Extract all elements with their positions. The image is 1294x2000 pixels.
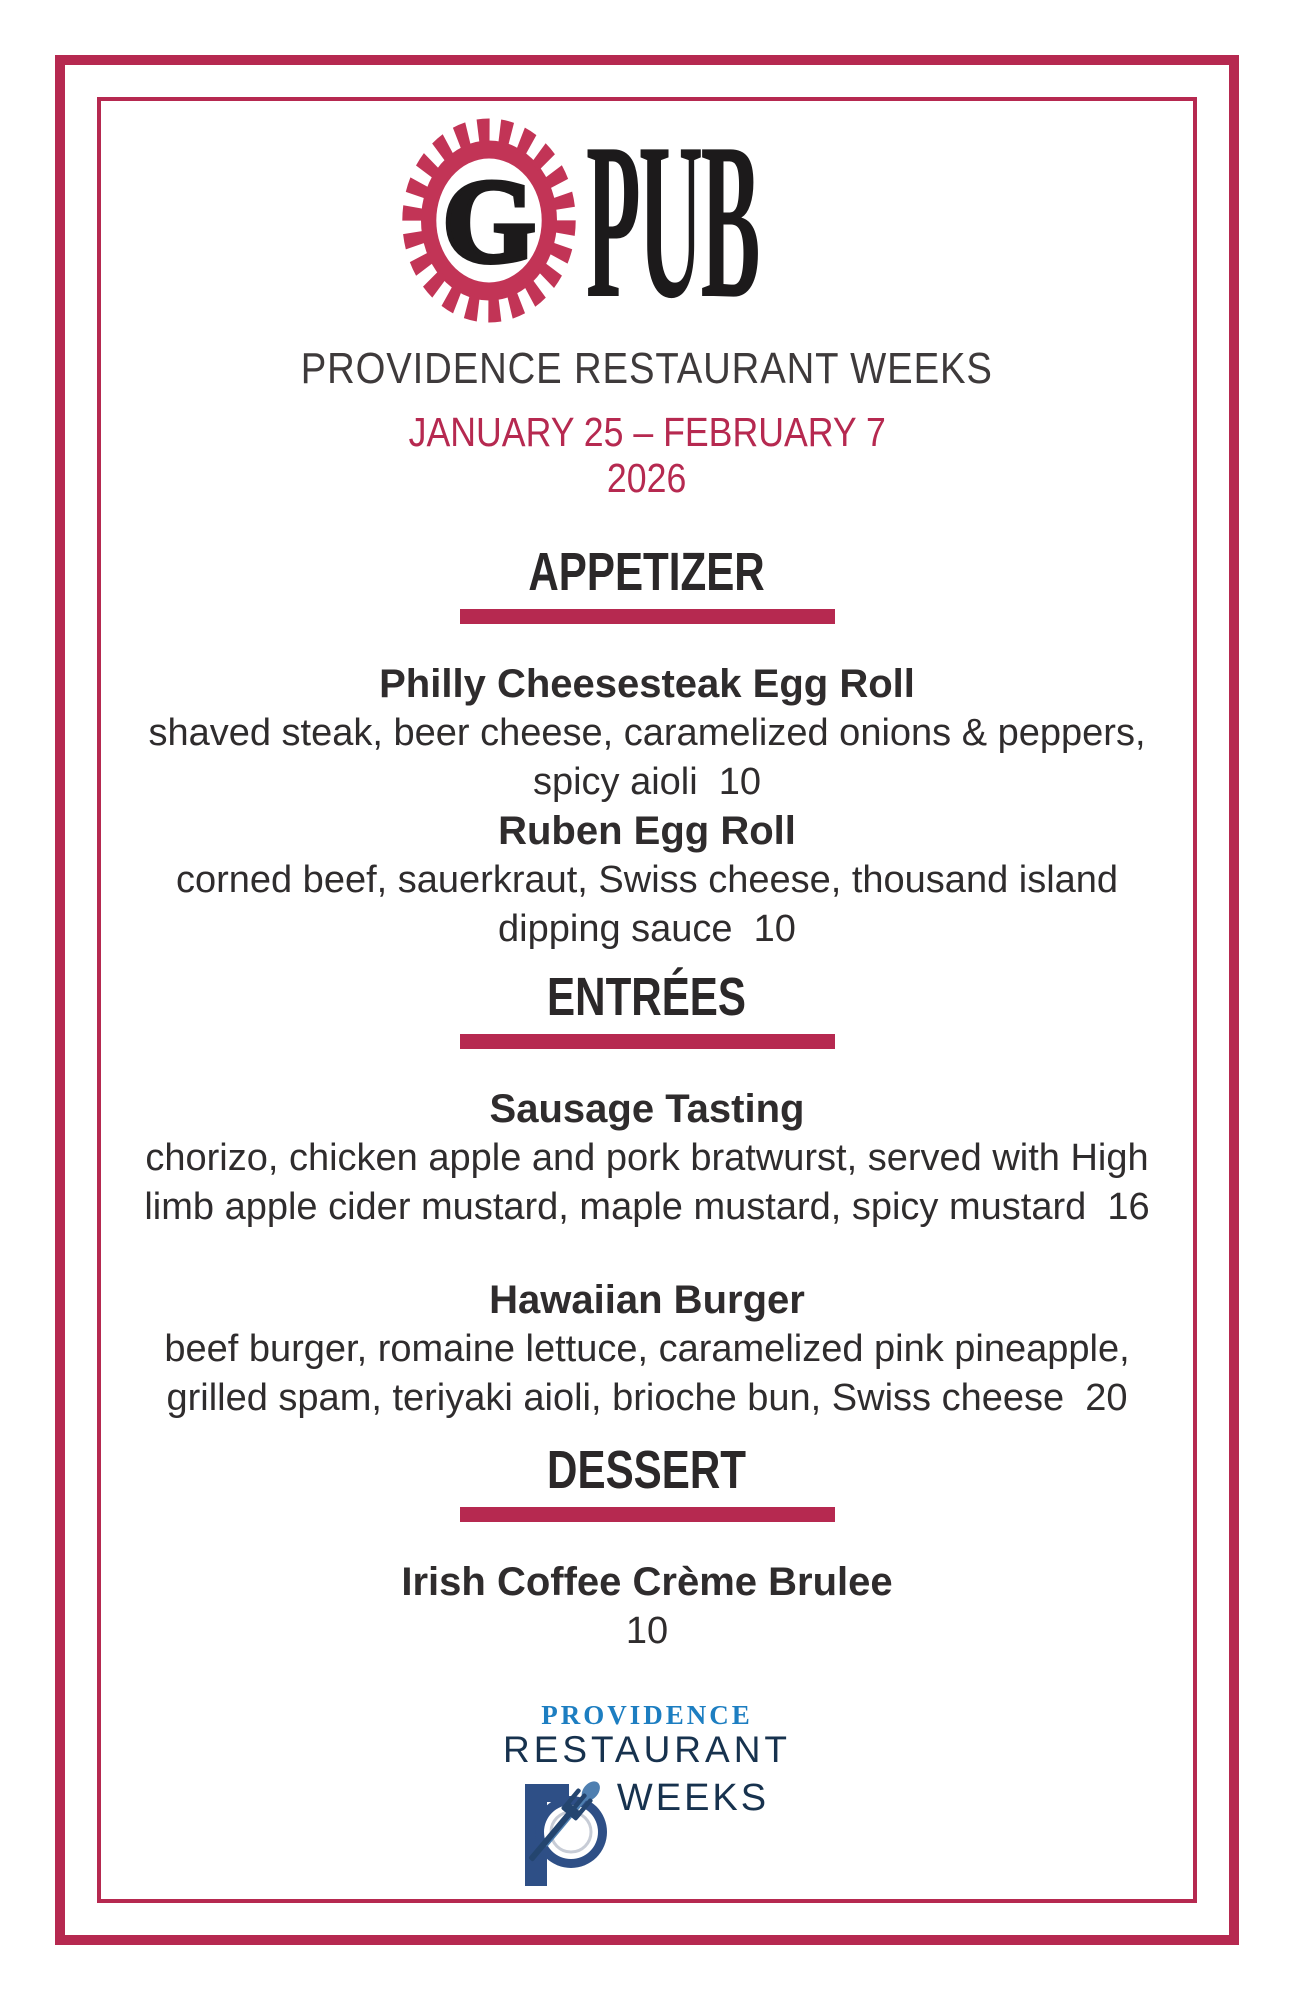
footer-providence-text: PROVIDENCE bbox=[541, 1700, 753, 1730]
item-description-line: chorizo, chicken apple and pork bratwurst, served with High bbox=[145, 1137, 1149, 1179]
section-title-entrees: ENTRÉES bbox=[547, 967, 747, 1027]
section-title-appetizer: APPETIZER bbox=[528, 542, 766, 602]
restaurant-weeks-title: PROVIDENCE RESTAURANT WEEKS bbox=[300, 344, 994, 393]
item-name: Ruben Egg Roll bbox=[498, 809, 796, 853]
item-description-line: corned beef, sauerkraut, Swiss cheese, thousand island bbox=[175, 859, 1119, 901]
item-description-line: limb apple cider mustard, maple mustard, spicy mustard 16 bbox=[144, 1186, 1150, 1228]
item-description-line: shaved steak, beer cheese, caramelized onions & peppers, bbox=[148, 712, 1146, 754]
logo-pub-wordmark bbox=[586, 96, 772, 345]
menu-item-hawaiian-burger bbox=[87, 1276, 1207, 1423]
plate-fork-spoon-p-icon bbox=[525, 1770, 607, 1886]
logo-pub-text: PUB bbox=[586, 96, 758, 345]
item-description-line: dipping sauce 10 bbox=[498, 908, 796, 950]
section-title-dessert: DESSERT bbox=[547, 1440, 747, 1500]
section-appetizer bbox=[87, 542, 1207, 954]
footer-weeks-text: WEEKS bbox=[616, 1777, 770, 1819]
menu-item-ruben-egg-roll bbox=[87, 807, 1207, 954]
menu-item-sausage-tasting bbox=[87, 1085, 1207, 1232]
item-description-line: grilled spam, teriyaki aioli, brioche bun, Swiss cheese 20 bbox=[166, 1377, 1128, 1419]
item-name: Philly Cheesesteak Egg Roll bbox=[379, 662, 915, 706]
gear-icon bbox=[402, 118, 576, 323]
footer-restaurant-text: RESTAURANT bbox=[502, 1729, 792, 1770]
providence-restaurant-weeks-logo bbox=[87, 1700, 1207, 1886]
footer-logo-row bbox=[525, 1770, 769, 1886]
menu-content bbox=[87, 0, 1207, 1886]
section-divider-bar bbox=[460, 609, 835, 624]
date-range: JANUARY 25 – FEBRUARY 7 bbox=[408, 409, 886, 455]
date-year: 2026 bbox=[607, 455, 687, 501]
item-name: Irish Coffee Crème Brulee bbox=[401, 1560, 893, 1604]
entrees-items bbox=[87, 1085, 1207, 1423]
item-name: Hawaiian Burger bbox=[489, 1278, 805, 1322]
section-divider-bar bbox=[460, 1507, 835, 1522]
item-price: 10 bbox=[625, 1610, 669, 1652]
item-description-line: spicy aioli 10 bbox=[532, 761, 762, 803]
dessert-items bbox=[87, 1558, 1207, 1656]
menu-item-philly-cheesesteak-egg-roll bbox=[87, 660, 1207, 807]
section-entrees bbox=[87, 967, 1207, 1423]
logo-g-letter: G bbox=[442, 154, 536, 288]
item-description-line: beef burger, romaine lettuce, caramelized pink pineapple, bbox=[164, 1328, 1130, 1370]
gpub-logo bbox=[27, 96, 1147, 345]
section-dessert bbox=[87, 1440, 1207, 1656]
section-divider-bar bbox=[460, 1034, 835, 1049]
item-name: Sausage Tasting bbox=[489, 1087, 805, 1131]
event-dates bbox=[87, 409, 1207, 501]
menu-item-irish-coffee-creme-brulee bbox=[87, 1558, 1207, 1656]
appetizer-items bbox=[87, 660, 1207, 954]
